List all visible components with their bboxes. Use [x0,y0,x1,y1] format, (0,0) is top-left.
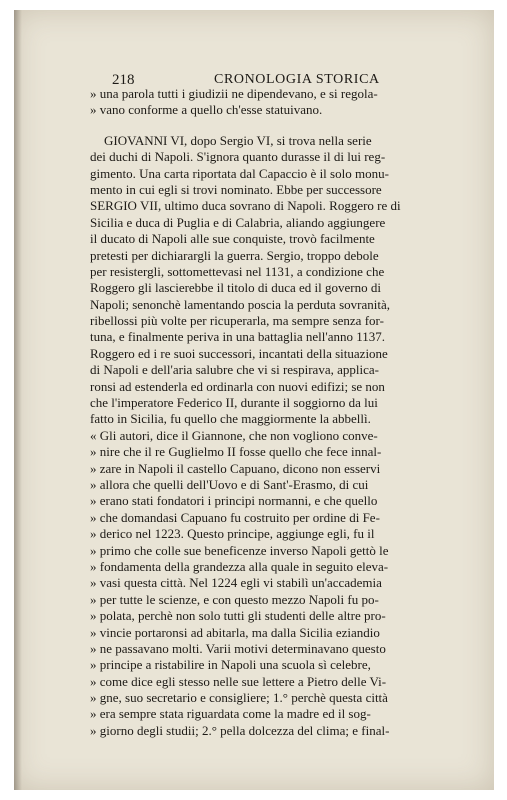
text-line: » che domandasi Capuano fu costruito per ordine di Fe- [90,509,380,525]
text-line: pretesti per dichiarargli la guerra. Sergio, troppo debole [90,247,379,263]
text-line: per resistergli, sottomettevasi nel 1131, a condizione che [90,263,385,279]
text-line: » vincie portaronsi ad abitarla, ma dalla Sicilia eziandio [90,624,380,640]
text-line: » principe a ristabilire in Napoli una scuola sì celebre, [90,657,371,673]
text-line: » fondamenta della grandezza alla quale in seguito eleva- [90,558,389,574]
text-line: » erano stati fondatori i principi normanni, e che quello [90,493,378,509]
running-title: CRONOLOGIA STORICA [214,72,380,87]
text-line: » vano conforme a quello ch'esse statuivano. [90,102,323,118]
text-line: » vasi questa città. Nel 1224 egli vi stabilì un'accademia [90,575,382,591]
text-line: Sicilia e duca di Puglia e di Calabria, aliando aggiungere [90,214,386,230]
text-line: » era sempre stata riguardata come la madre ed il sog- [90,706,371,722]
text-line: GIOVANNI VI, dopo Sergio VI, si trova nella serie [104,132,372,148]
text-line: fatto in Sicilia, fu quello che maggiormente la abbellì. [90,411,371,427]
text-line: » allora che quelli dell'Uovo e di Sant'-Erasmo, di cui [90,476,369,492]
text-line: dei duchi di Napoli. S'ignora quanto durasse il di lui reg- [90,149,386,165]
text-line: » nire che il re Guglielmo II fosse quello che fece innal- [90,444,382,460]
text-line: » primo che colle sue beneficenze inverso Napoli gettò le [90,542,389,558]
text-line: ronsi ad estenderla ed ordinarla con nuovi edifizi; se non [90,378,385,394]
text-line: » zare in Napoli il castello Capuano, dicono non esservi [90,460,381,476]
text-line: » giorno degli studii; 2.° pella dolcezza del clima; e final- [90,722,390,738]
text-line: il ducato di Napoli alle sue conquiste, trovò facilmente [90,231,375,247]
text-line: di Napoli e dell'aria salubre che vi si respirava, applica- [90,362,379,378]
page-number: 218 [112,72,135,88]
text-line: » gne, suo secretario e consigliere; 1.° perchè questa città [90,690,388,706]
text-line: tuna, e finalmente periva in una battaglia nell'anno 1137. [90,329,385,345]
text-line: » ne passavano molti. Varii motivi determinavano questo [90,640,386,656]
text-line: » come dice egli stesso nelle sue lettere a Pietro delle Vi- [90,673,387,689]
text-line: » polata, perchè non solo tutti gli studenti delle altre pro- [90,608,386,624]
text-line: « Gli autori, dice il Giannone, che non vogliono conve- [90,427,378,443]
body-text [90,86,462,739]
text-line: SERGIO VII, ultimo duca sovrano di Napoli. Roggero re di [90,198,401,214]
paragraph-break [90,119,462,133]
text-line: Napoli; senonchè lamentando poscia la perduta sovranità, [90,296,390,312]
text-line: » una parola tutti i giudizii ne dipendevano, e si regola- [90,86,378,101]
text-line: » derico nel 1223. Questo principe, aggiunge egli, fu il [90,526,375,542]
text-line: » per tutte le scienze, e con questo mezzo Napoli fu po- [90,591,379,607]
text-line: Roggero gli lascierebbe il titolo di duca ed il governo di [90,280,381,296]
text-line: Roggero ed i re suoi successori, incantati della situazione [90,345,388,361]
text-line: gimento. Una carta riportata dal Capaccio è il solo monu- [90,165,389,181]
text-line: che l'imperatore Federico II, durante il soggiorno da lui [90,395,378,411]
text-line: ribellossi più volte per ricuperarla, ma sempre senza for- [90,313,384,329]
text-line: mento in cui egli si trovi nominato. Ebbe per successore [90,181,382,197]
